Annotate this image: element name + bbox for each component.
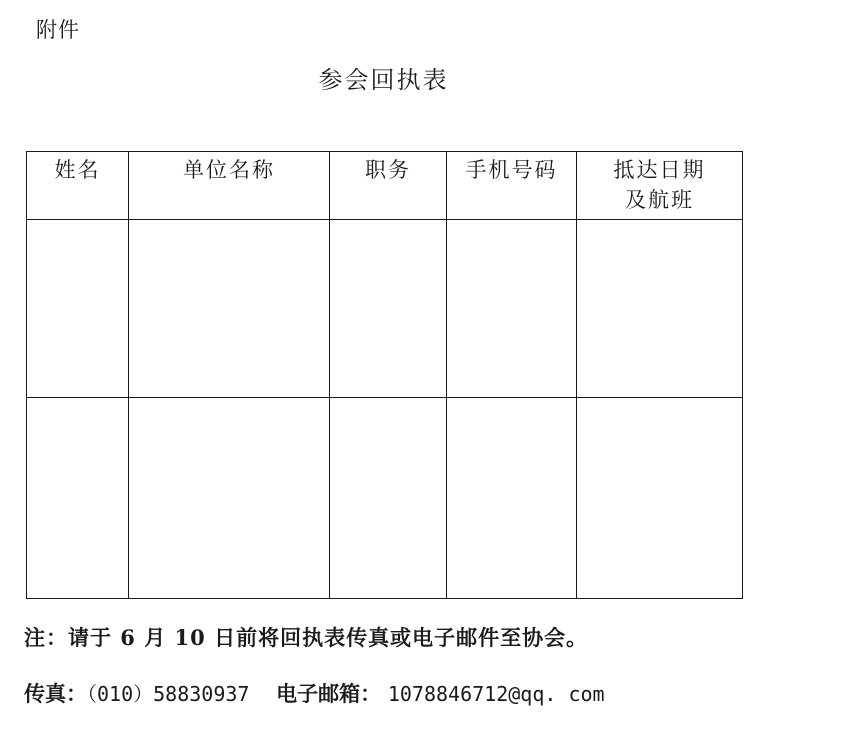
cell-phone[interactable] [447, 398, 577, 599]
header-arrival-flight: 抵达日期 及航班 [577, 152, 743, 220]
cell-position[interactable] [330, 220, 447, 398]
registration-table [26, 151, 743, 599]
contact-line [24, 678, 605, 708]
header-organization: 单位名称 [129, 152, 330, 220]
cell-organization[interactable] [129, 220, 330, 398]
table-header-row [27, 152, 743, 220]
cell-position[interactable] [330, 398, 447, 599]
cell-name[interactable] [27, 398, 129, 599]
cell-phone[interactable] [447, 220, 577, 398]
email-label: 电子邮箱： [276, 681, 382, 706]
submission-note: 注：请于 6 月 10 日前将回执表传真或电子邮件至协会。 [24, 625, 589, 650]
fax-label: 传真： [24, 681, 87, 706]
document-title: 参会回执表 [318, 66, 449, 94]
fax-number: （010）58830937 [87, 682, 250, 706]
table-row [27, 398, 743, 599]
table-row [27, 220, 743, 398]
cell-organization[interactable] [129, 398, 330, 599]
cell-arrival-flight[interactable] [577, 220, 743, 398]
header-name: 姓名 [27, 152, 129, 220]
header-position: 职务 [330, 152, 447, 220]
email-address: 1078846712@qq. com [387, 682, 605, 706]
header-phone: 手机号码 [447, 152, 577, 220]
cell-name[interactable] [27, 220, 129, 398]
cell-arrival-flight[interactable] [577, 398, 743, 599]
attachment-label: 附件 [36, 18, 80, 42]
